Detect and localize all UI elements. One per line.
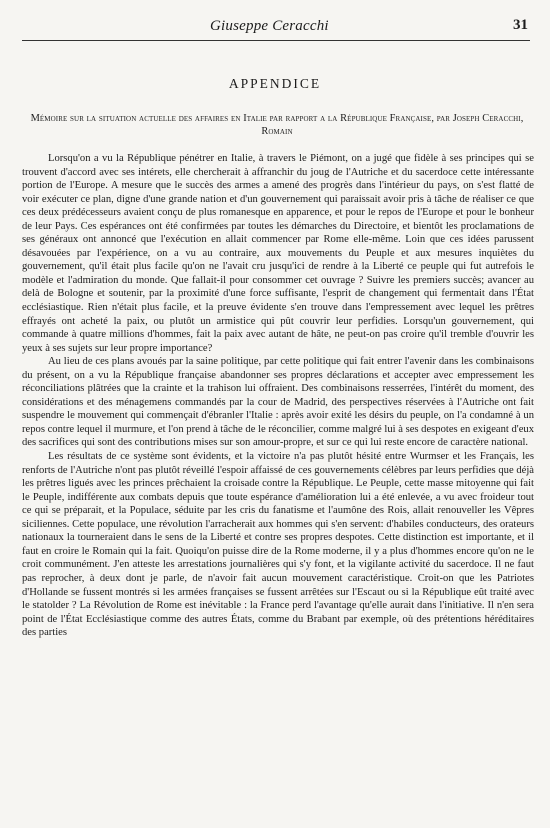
- running-head: Giuseppe Ceracchi: [210, 18, 329, 34]
- paragraph: Les résultats de ce système sont évidents, et la victoire n'a pas plutôt hésité entre Wurmser et les Français, les renforts de l'Autriche n'ont pas plutôt réveillé l'espoir affaissé de ces gouvernements célèbres par leurs perfidies que déjà les prêtres ligués avec les princes prêchaient la croisade contre la République. Le Peuple, cette masse mitoyenne qui fait le Peuple, indifférente aux combats depuis que toute espérance d'amélioration lui a été enlevée, a vu avec froideur tout ce qui se préparait, et la Populace, séduite par les cris du fanatisme et l'aumône des Rois, allait renouveller les Vêpres siciliennes. Cette populace, une révolution l'arracherait aux hommes qui s'en servent: d'habiles conducteurs, des orateurs nationaux la tourneraient dans le sens de la Liberté et contre ses propres despotes. Cette distinction est importante, et il faut en croire le Romain qui la fait. Quoiqu'on puisse dire de la Rome moderne, il y a plus d'hommes encore qu'on ne le croit communément. J'en atteste les arrestations journalières qui s'y font, et la vigilante activité du sacerdoce. Il ne faut pas reprocher, à deux dont je parle, de n'avoir fait aucun mouvement caractéristique. Croit-on que les Patriotes d'Hollande se fussent montrés si les armées françaises se fussent arrêtées sur l'Escaut ou si la République eût traité avec le statolder ? La Révolution de Rome est inévitable : la France perd l'avantage qu'elle aurait dans l'initiative. Il n'en sera point de l'État Ecclésiastique comme des autres États, comme du Brabant par exemple, où des prétentions héréditaires des parties: [22, 451, 534, 639]
- paragraph: Lorsqu'on a vu la République pénétrer en Italie, à travers le Piémont, on a jugé que fidèle à ses principes qui se trouvent d'accord avec ses intérets, elle chercherait à affranchir du joug de l'Autriche et du sacerdoce cette intéressante portion de l'Europe. A mesure que le succès des armes a amené des progrès dans l'intérieur du pays, on s'est flatté de voir exécuter ce plan, digne d'une grande nation et d'un gouvernement qui paraissait avoir pris à tâche de réaliser ce que ces deux prédécesseurs avaient conçu de plus romanesque en apparence, et pour le repos de l'Europe et pour le bonheur de leur Pays. Ces espérances ont été confirmées par toutes les démarches du Directoire, et bientôt les proclamations de ses généraux ont annoncé que l'exécution en allait commencer par Rome elle-même. Loin que ces idées parussent désavouées par l'expérience, on a vu au contraire, aux mouvements du Peuple et aux mesures inquiètes du gouvernement, qu'il était plus facile qu'on ne l'avait cru jusqu'ici de rendre à la Liberté ce peuple qui fut autrefois le modèle et l'admiration du monde. Que fallait-il pour consommer cet ouvrage ? Suivre les premiers succès; avancer au delà de Bologne et soutenir, par la proximité d'une force suffisante, l'esprit de changement qui fermentait dans l'État ecclésiastique. Rien n'était plus facile, et la preuve évidente s'en trouve dans l'empressement avec lequel les prêtres effrayés ont acheté la paix, ou plutôt un armistice qui pût couvrir leur perfidies. Lorsqu'un gouvernement, qui commande à quatre millions d'hommes, fait la paix avec autant de hâte, ne peut-on pas croire qu'il tremble d'ouvrir les yeux à ses sujets sur leur propre importance?: [22, 153, 534, 354]
- body-text: [22, 152, 534, 640]
- appendix-title: APPENDICE: [228, 76, 322, 91]
- page-number: 31: [513, 17, 528, 33]
- memoir-title: Mémoire sur la situation actuelle des affaires en Italie par rapport a la République Française, par Joseph Ceracchi, Romain: [30, 113, 524, 137]
- page-header: [22, 14, 530, 41]
- paragraph: Au lieu de ces plans avoués par la saine politique, par cette politique qui fait entrer l'avenir dans les combinaisons du présent, on a vu la République française abandonner ses propres déclarations et accepter avec empressement les réconciliations plâtrées que la crainte et la trahison lui offraient. Des combinaisons resserrées, l'intérêt du moment, des considérations et des ménagemens commandés par la cour de Madrid, des perspectives réservées à l'Autriche ont fait suspendre le mouvement qui commençait d'ébranler l'Italie : après avoir exité les désirs du peuple, on l'a condamné à un repos contre lequel il murmure, et l'on prend à tâche de le réconcilier, comme malgré lui à ses despotes en exigeant d'eux des sacrifices qui sont des contributions mises sur son amour-propre, et sur ce qui lui reste encore de caractère national.: [22, 356, 534, 449]
